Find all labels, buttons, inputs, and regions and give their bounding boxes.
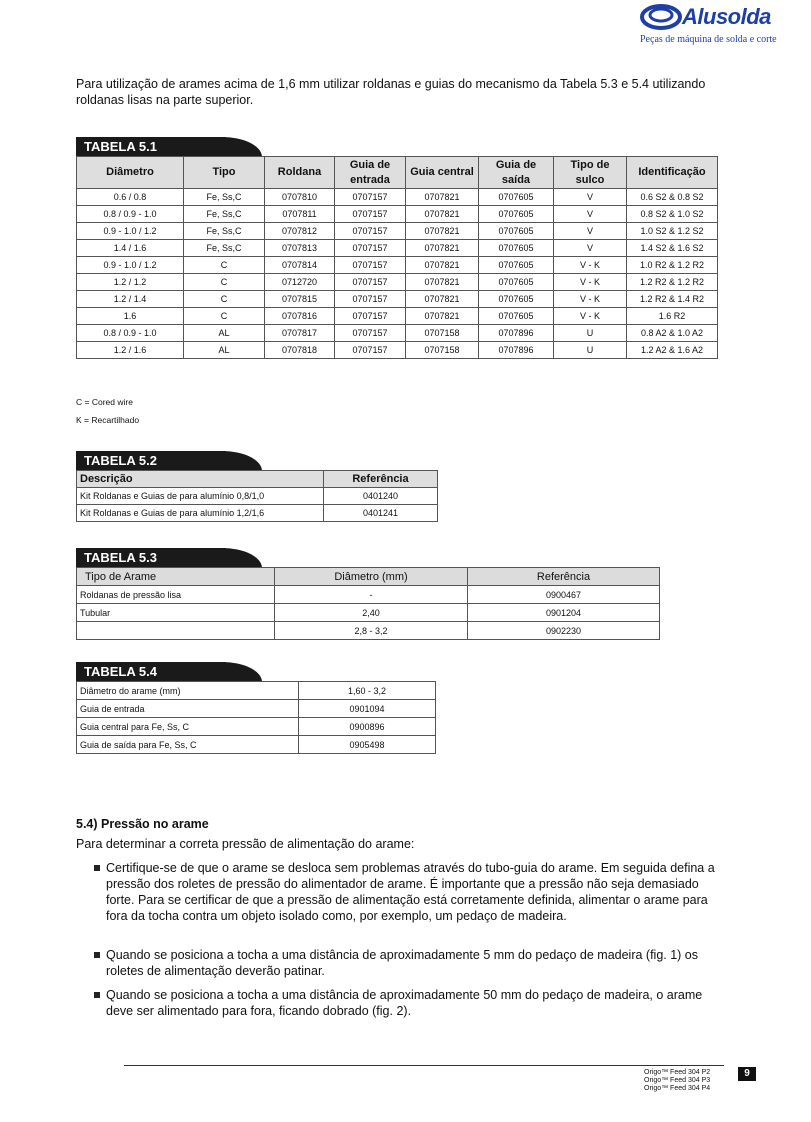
bullet-square-icon	[94, 865, 100, 871]
table1-header-4: Guia central	[406, 157, 479, 189]
table1-cell: 0707821	[406, 257, 479, 274]
table1-cell: 0707817	[265, 325, 335, 342]
table-row	[77, 488, 438, 505]
table2-header-referencia: Referência	[324, 471, 438, 488]
table2-cell: 0401241	[324, 505, 438, 522]
table4-cell: Guia de entrada	[77, 700, 299, 718]
table1-cell: 0707605	[479, 257, 554, 274]
table2	[76, 470, 438, 522]
list-item	[94, 860, 718, 924]
table2-cell: 0401240	[324, 488, 438, 505]
table4	[76, 681, 436, 754]
table1-cell: 1.6	[77, 308, 184, 325]
table1-cell: 0707157	[335, 206, 406, 223]
table-row	[77, 604, 660, 622]
table1-cell: AL	[184, 342, 265, 359]
table1-cell: 1.4 S2 & 1.6 S2	[627, 240, 718, 257]
table3-cell: 2,40	[275, 604, 468, 622]
table1-cell: 0707158	[406, 325, 479, 342]
table4-cell: 0901094	[299, 700, 436, 718]
table1-cell: 1.6 R2	[627, 308, 718, 325]
table3-cell: 0900467	[468, 586, 660, 604]
table1-cell: 0707605	[479, 189, 554, 206]
table1-cell: 0707821	[406, 206, 479, 223]
bullet-text: Quando se posiciona a tocha a uma distância de aproximadamente 50 mm do pedaço de madeira, o arame deve ser alimentado para fora, ficando dobrado (fig. 2).	[106, 988, 703, 1018]
table1-cell: 1.2 / 1.2	[77, 274, 184, 291]
table1-cell: 0707605	[479, 240, 554, 257]
table1-cell: 0.6 / 0.8	[77, 189, 184, 206]
table1-cell: 0.8 / 0.9 - 1.0	[77, 206, 184, 223]
table1-cell: 0707157	[335, 342, 406, 359]
table4-cell: Guia de saída para Fe, Ss, C	[77, 736, 299, 754]
table2-cell: Kit Roldanas e Guias de para alumínio 0,8/1,0	[77, 488, 324, 505]
table4-cell: 1,60 - 3,2	[299, 682, 436, 700]
table1-cell: 0707815	[265, 291, 335, 308]
bullet-square-icon	[94, 992, 100, 998]
table4-cell: Guia central para Fe, Ss, C	[77, 718, 299, 736]
table1-cell: 0707896	[479, 325, 554, 342]
table3-cell: -	[275, 586, 468, 604]
table1-cell: 1.2 / 1.4	[77, 291, 184, 308]
section-lead: Para determinar a correta pressão de alimentação do arame:	[76, 837, 415, 851]
table1-cell: U	[554, 325, 627, 342]
table1-cell: Fe, Ss,C	[184, 240, 265, 257]
table1-cell: 0707816	[265, 308, 335, 325]
table-row	[77, 736, 436, 754]
table3-cell: Tubular	[77, 604, 275, 622]
table-row	[77, 586, 660, 604]
table-row	[77, 622, 660, 640]
table1-cell: 0707821	[406, 274, 479, 291]
table1-header-7: Identificação	[627, 157, 718, 189]
table-row	[77, 308, 718, 325]
table-row	[77, 342, 718, 359]
table-row	[77, 682, 436, 700]
table1-cell: 0707605	[479, 308, 554, 325]
table2-cell: Kit Roldanas e Guias de para alumínio 1,2/1,6	[77, 505, 324, 522]
table-row	[77, 240, 718, 257]
footer-divider	[124, 1065, 724, 1066]
table1-cell: 0707157	[335, 223, 406, 240]
section-title: 5.4) Pressão no arame	[76, 817, 209, 831]
table-row	[77, 505, 438, 522]
table1-cell: 0707811	[265, 206, 335, 223]
footer-line: Origo™ Feed 304 P4	[644, 1085, 711, 1092]
table-row	[77, 291, 718, 308]
table2-caption: TABELA 5.2	[76, 451, 226, 471]
table1-cell: V - K	[554, 291, 627, 308]
table1-caption: TABELA 5.1	[76, 137, 226, 157]
table1-header-6: Tipo de sulco	[554, 157, 627, 189]
bullet-square-icon	[94, 952, 100, 958]
table1-cell: 0707813	[265, 240, 335, 257]
list-item	[94, 987, 718, 1019]
table-row	[77, 206, 718, 223]
table3-header-referencia: Referência	[468, 568, 660, 586]
table3-header-diametro: Diâmetro (mm)	[275, 568, 468, 586]
table1-cell: V - K	[554, 308, 627, 325]
table1-cell: 0707605	[479, 274, 554, 291]
table3-cell	[77, 622, 275, 640]
table3-caption: TABELA 5.3	[76, 548, 226, 568]
table-row	[77, 700, 436, 718]
table1-cell: U	[554, 342, 627, 359]
table-row	[77, 189, 718, 206]
table1-cell: 0707814	[265, 257, 335, 274]
footer-line: Origo™ Feed 304 P2	[644, 1069, 711, 1076]
table1-cell: 0.9 - 1.0 / 1.2	[77, 223, 184, 240]
table2-header-descricao: Descrição	[77, 471, 324, 488]
table1-header-3: Guia de entrada	[335, 157, 406, 189]
table1-cell: 0707157	[335, 291, 406, 308]
table-row	[77, 274, 718, 291]
table1-cell: V	[554, 223, 627, 240]
table1-header-1: Tipo	[184, 157, 265, 189]
table4-cell: Diâmetro do arame (mm)	[77, 682, 299, 700]
table1-cell: 0707605	[479, 223, 554, 240]
table-row	[77, 223, 718, 240]
table3-header-tipo: Tipo de Arame	[77, 568, 275, 586]
table1-cell: 0.8 A2 & 1.0 A2	[627, 325, 718, 342]
table1-cell: 0.8 S2 & 1.0 S2	[627, 206, 718, 223]
table3-cell: 2,8 - 3,2	[275, 622, 468, 640]
table1-cell: 1.0 S2 & 1.2 S2	[627, 223, 718, 240]
table1-cell: 0707812	[265, 223, 335, 240]
table1	[76, 156, 718, 359]
table1-cell: Fe, Ss,C	[184, 223, 265, 240]
table1-cell: 0.9 - 1.0 / 1.2	[77, 257, 184, 274]
table1-cell: C	[184, 274, 265, 291]
table1-cell: V	[554, 206, 627, 223]
table1-cell: 1.2 R2 & 1.4 R2	[627, 291, 718, 308]
footer-product-list	[644, 1069, 710, 1093]
table1-cell: 0707821	[406, 308, 479, 325]
table1-header-2: Roldana	[265, 157, 335, 189]
table1-cell: Fe, Ss,C	[184, 206, 265, 223]
table1-cell: 1.0 R2 & 1.2 R2	[627, 257, 718, 274]
table4-cell: 0900896	[299, 718, 436, 736]
table-row	[77, 718, 436, 736]
table1-cell: 0707157	[335, 240, 406, 257]
table1-cell: 0707821	[406, 223, 479, 240]
table1-cell: C	[184, 257, 265, 274]
table1-cell: 0707818	[265, 342, 335, 359]
table1-cell: 0707821	[406, 240, 479, 257]
table3-cell: 0901204	[468, 604, 660, 622]
table1-cell: 0707157	[335, 189, 406, 206]
table1-cell: 0707158	[406, 342, 479, 359]
table1-cell: 0707605	[479, 291, 554, 308]
table1-cell: V	[554, 189, 627, 206]
table1-cell: 0707810	[265, 189, 335, 206]
logo-name: Alusolda	[682, 4, 771, 29]
logo-swoosh-icon	[640, 4, 682, 32]
table4-cell: 0905498	[299, 736, 436, 754]
table1-cell: 0707157	[335, 308, 406, 325]
table1-cell: V - K	[554, 257, 627, 274]
table3-cell: 0902230	[468, 622, 660, 640]
table1-cell: C	[184, 308, 265, 325]
table1-cell: 0707821	[406, 291, 479, 308]
table-row	[77, 325, 718, 342]
bullet-text: Quando se posiciona a tocha a uma distância de aproximadamente 5 mm do pedaço de madeira (fig. 1) os roletes de alimentação deverão patinar.	[106, 948, 699, 978]
logo	[636, 4, 806, 48]
page-number: 9	[738, 1067, 756, 1081]
table1-cell: AL	[184, 325, 265, 342]
table1-cell: 1.2 R2 & 1.2 R2	[627, 274, 718, 291]
table1-cell: Fe, Ss,C	[184, 189, 265, 206]
bullet-text: Certifique-se de que o arame se desloca sem problemas através do tubo-guia do arame. Em seguida defina a pressão dos roletes de pressão do alimentador de arame. É importante que a pressão não seja demasiado forte. Para se certificar de que a pressão de alimentação está corretamente definida, alimentar o arame para fora da tocha contra um objeto isolado como, por exemplo, um pedaço de madeira.	[106, 861, 715, 923]
list-item	[94, 947, 718, 979]
table1-cell: 0707896	[479, 342, 554, 359]
table1-cell: 0.6 S2 & 0.8 S2	[627, 189, 718, 206]
table1-cell: 0707605	[479, 206, 554, 223]
table1-cell: V - K	[554, 274, 627, 291]
table4-caption: TABELA 5.4	[76, 662, 226, 682]
table1-cell: 0707157	[335, 274, 406, 291]
table3	[76, 567, 660, 640]
table1-cell: 0712720	[265, 274, 335, 291]
table1-header-0: Diâmetro	[77, 157, 184, 189]
table1-cell: 0707821	[406, 189, 479, 206]
table1-cell: V	[554, 240, 627, 257]
table-row	[77, 257, 718, 274]
logo-tagline: Peças de máquina de solda e corte	[640, 34, 777, 45]
table1-cell: 1.2 A2 & 1.6 A2	[627, 342, 718, 359]
table1-cell: 1.2 / 1.6	[77, 342, 184, 359]
table1-cell: C	[184, 291, 265, 308]
table1-cell: 0.8 / 0.9 - 1.0	[77, 325, 184, 342]
note-recartilhado: K = Recartilhado	[76, 415, 140, 425]
note-cored: C = Cored wire	[76, 397, 133, 407]
table1-cell: 0707157	[335, 257, 406, 274]
footer-line: Origo™ Feed 304 P3	[644, 1077, 711, 1084]
table1-cell: 1.4 / 1.6	[77, 240, 184, 257]
intro-paragraph: Para utilização de arames acima de 1,6 mm utilizar roldanas e guias do mecanismo da Tabela 5.3 e 5.4 utilizando roldanas lisas na parte superior.	[76, 77, 706, 107]
table3-cell: Roldanas de pressão lisa	[77, 586, 275, 604]
table1-cell: 0707157	[335, 325, 406, 342]
table1-header-5: Guia de saída	[479, 157, 554, 189]
